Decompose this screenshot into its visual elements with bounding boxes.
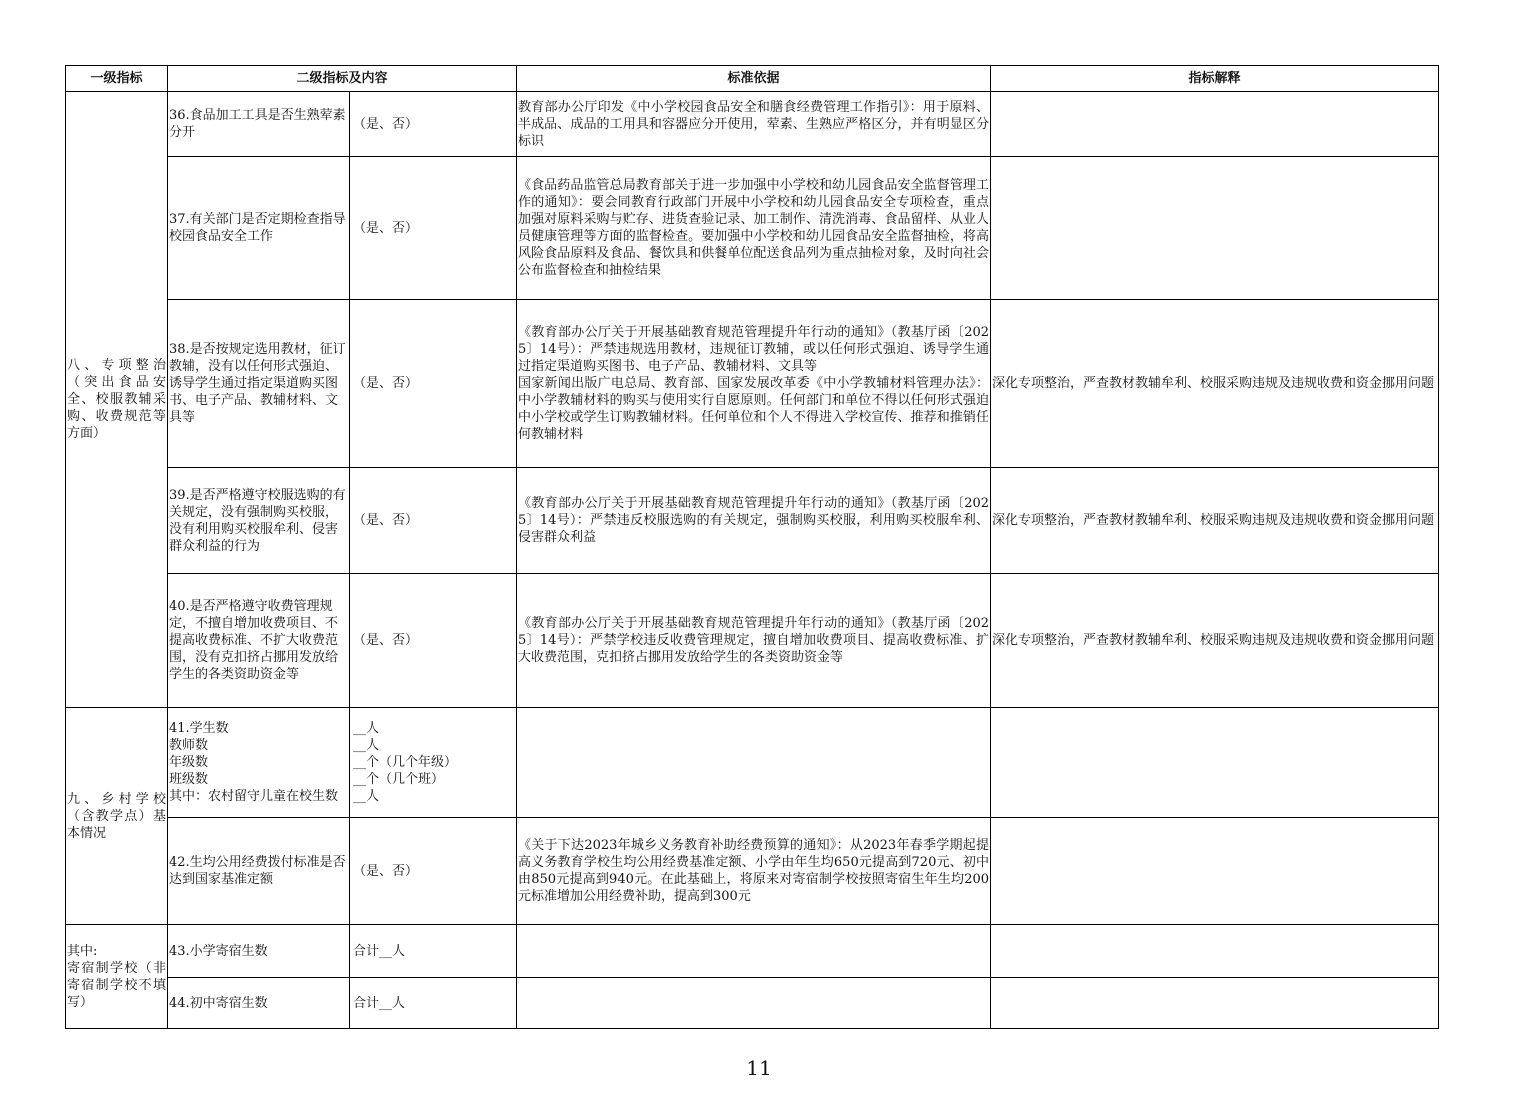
table-row	[66, 574, 1439, 708]
table-row	[66, 818, 1439, 925]
item-text: 44.初中寄宿生数	[168, 978, 350, 1029]
table-row	[66, 468, 1439, 574]
item-text: 38.是否按规定选用教材，征订教辅，没有以任何形式强迫、诱导学生通过指定渠道购买图书、电子产品、教辅材料、文具等	[168, 300, 350, 468]
table-row	[66, 300, 1439, 468]
standard-text: 教育部办公厅印发《中小学校园食品安全和膳食经费管理工作指引》：用于原料、半成品、成品的工用具和容器应分开使用，荤素、生熟应严格区分，并有明显区分标识	[517, 92, 991, 157]
standard-text: 《教育部办公厅关于开展基础教育规范管理提升年行动的通知》（教基厅函〔2025〕14号）：严禁违规选用教材，违规征订教辅，或以任何形式强迫、诱导学生通过指定渠道购买图书、电子产品、教辅材料、文具等 国家新闻出版广电总局、教育部、国家发展改革委《中小学教辅材料管理办法》：中小学教辅材料的购买与使用实行自愿原则。任何部门和单位不得以任何形式强迫中小学校或学生订购教辅材料。任何单位和个人不得进入学校宣传、推荐和推销任何教辅材料	[517, 300, 991, 468]
answer-field[interactable]: __人 __人 __个（几个年级） __个（几个班） __人	[350, 708, 517, 818]
standard-text: 《食品药品监管总局教育部关于进一步加强中小学校和幼儿园食品安全监督管理工作的通知》：要会同教育行政部门开展中小学校和幼儿园食品安全专项检查，重点加强对原料采购与贮存、进货查验记录、加工制作、清洗消毒、食品留样、从业人员健康管理等方面的监督检查。要加强中小学校和幼儿园食品安全监督抽检，将高风险食品原料及食品、餐饮具和供餐单位配送食品列为重点抽检对象，及时向社会公布监督检查和抽检结果	[517, 157, 991, 300]
standard-text	[517, 978, 991, 1029]
standard-text: 《关于下达2023年城乡义务教育补助经费预算的通知》：从2023年春季学期起提高义务教育学校生均公用经费基准定额、小学由年生均650元提高到720元、初中由850元提高到940元。在此基础上，将原来对寄宿制学校按照寄宿生年生均200元标准增加公用经费补助，提高到300元	[517, 818, 991, 925]
header-level1: 一级指标	[66, 66, 168, 92]
answer-field[interactable]: 合计__人	[350, 978, 517, 1029]
group-label-special-rectification: 八、专项整治（突出食品安全、校服教辅采购、收费规范等方面）	[66, 92, 168, 708]
header-explanation: 指标解释	[991, 66, 1439, 92]
group-label-boarding-schools: 其中: 寄宿制学校（非寄宿制学校不填写）	[66, 925, 168, 1029]
item-text: 40.是否严格遵守收费管理规定，不擅自增加收费项目、不提高收费标准、不扩大收费范围，没有克扣挤占挪用发放给学生的各类资助资金等	[168, 574, 350, 708]
page-number: 11	[746, 1056, 772, 1080]
answer-field[interactable]: （是、否）	[350, 818, 517, 925]
header-standard: 标准依据	[517, 66, 991, 92]
table-row	[66, 157, 1439, 300]
indicator-table	[65, 65, 1439, 1029]
group-label-rural-schools: 九、乡村学校（含教学点）基本情况	[66, 708, 168, 925]
item-text: 41.学生数 教师数 年级数 班级数 其中：农村留守儿童在校生数	[168, 708, 350, 818]
table-row	[66, 708, 1439, 818]
standard-text	[517, 708, 991, 818]
explanation-text	[991, 978, 1439, 1029]
table-row	[66, 92, 1439, 157]
explanation-text	[991, 157, 1439, 300]
standard-text	[517, 925, 991, 978]
answer-field[interactable]: （是、否）	[350, 300, 517, 468]
table-row	[66, 925, 1439, 978]
answer-field[interactable]: （是、否）	[350, 468, 517, 574]
answer-field[interactable]: （是、否）	[350, 92, 517, 157]
answer-field[interactable]: （是、否）	[350, 157, 517, 300]
explanation-text	[991, 818, 1439, 925]
item-text: 37.有关部门是否定期检查指导校园食品安全工作	[168, 157, 350, 300]
standard-text: 《教育部办公厅关于开展基础教育规范管理提升年行动的通知》（教基厅函〔2025〕14号）：严禁学校违反收费管理规定，擅自增加收费项目、提高收费标准、扩大收费范围，克扣挤占挪用发放给学生的各类资助资金等	[517, 574, 991, 708]
explanation-text: 深化专项整治，严查教材教辅牟利、校服采购违规及违规收费和资金挪用问题	[991, 574, 1439, 708]
item-text: 39.是否严格遵守校服选购的有关规定，没有强制购买校服，没有利用购买校服牟利、侵害群众利益的行为	[168, 468, 350, 574]
table-row	[66, 978, 1439, 1029]
item-text: 43.小学寄宿生数	[168, 925, 350, 978]
explanation-text: 深化专项整治，严查教材教辅牟利、校服采购违规及违规收费和资金挪用问题	[991, 468, 1439, 574]
item-text: 36.食品加工工具是否生熟荤素分开	[168, 92, 350, 157]
table-header-row	[66, 66, 1439, 92]
explanation-text	[991, 925, 1439, 978]
explanation-text	[991, 708, 1439, 818]
answer-field[interactable]: （是、否）	[350, 574, 517, 708]
answer-field[interactable]: 合计__人	[350, 925, 517, 978]
explanation-text	[991, 92, 1439, 157]
item-text: 42.生均公用经费拨付标准是否达到国家基准定额	[168, 818, 350, 925]
explanation-text: 深化专项整治，严查教材教辅牟利、校服采购违规及违规收费和资金挪用问题	[991, 300, 1439, 468]
header-level2: 二级指标及内容	[168, 66, 517, 92]
standard-text: 《教育部办公厅关于开展基础教育规范管理提升年行动的通知》（教基厅函〔2025〕14号）：严禁违反校服选购的有关规定，强制购买校服，利用购买校服牟利、侵害群众利益	[517, 468, 991, 574]
